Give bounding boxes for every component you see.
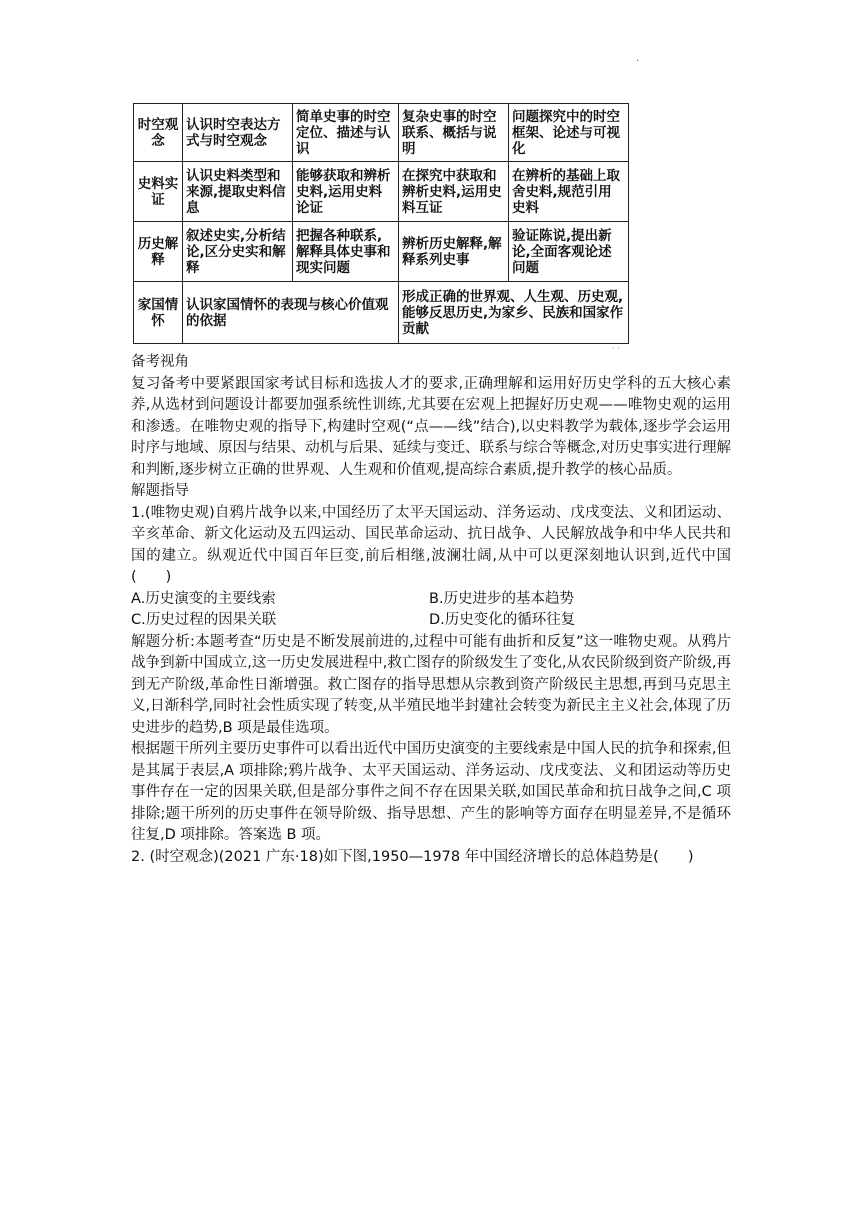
question-1-options (131, 589, 731, 632)
question-2-stem: 2. (时空观念)(2021 广东·18)如下图,1950—1978 年中国经济增长的总体趋势是( ) (131, 848, 694, 865)
table-row (134, 104, 629, 162)
table-cell: 叙述史实,分析结论,区分史实和解释 (183, 222, 293, 282)
row-mark: · · (612, 344, 620, 353)
table-cell: 认识史料类型和来源,提取史料信息 (183, 162, 293, 222)
table-cell: 认识时空表达方式与时空观念 (183, 104, 293, 162)
table-row (134, 282, 629, 344)
section-heading-prep: 备考视角 (131, 354, 189, 370)
section-heading-guide: 解题指导 (131, 483, 189, 499)
option-b: B.历史进步的基本趋势 (429, 590, 575, 607)
table-cell: 辨析历史解释,解释系列史事 (399, 222, 509, 282)
table-row (134, 222, 629, 282)
page-mark: · (636, 56, 640, 67)
table-cell: 复杂史事的时空联系、概括与说明 (399, 104, 509, 162)
table-cell: 能够获取和辨析史料,运用史料论证 (293, 162, 399, 222)
question-1-stem: 1.(唯物史观)自鸦片战争以来,中国经历了太平天国运动、洋务运动、戊戌变法、义和团运动、辛亥革命、新文化运动及五四运动、国民革命运动、抗日战争、人民解放战争和中华人民共和国的建立。纵观近代中国百年巨变,前后相继,波澜壮阔,从中可以更深刻地认识到,近代中国( ) (131, 504, 731, 585)
row-label: 史料实证 (134, 162, 183, 222)
option-d: D.历史变化的循环往复 (429, 612, 576, 628)
row-label: 家国情怀 (134, 282, 183, 344)
table-cell: 在辨析的基础上取舍史料,规范引用史料 (509, 162, 629, 222)
table-cell: 把握各种联系,解释具体史事和现实问题 (293, 222, 399, 282)
row-label: 历史解释 (134, 222, 183, 282)
question-1-analysis-continued: 根据题干所列主要历史事件可以看出近代中国历史演变的主要线索是中国人民的抗争和探索,但是其属于表层,A 项排除;鸦片战争、太平天国运动、洋务运动、戊戌变法、义和团运动等历史事件存在一定的因果关联,但是部分事件之间不存在因果关联,如国民革命和抗日战争之间,C 项排除;题干所列的历史事件在领导阶级、指导思想、产生的影响等方面存在明显差异,不是循环往复,D 项排除。答案选 B 项。 (131, 741, 731, 843)
question-1-analysis: 解题分析:本题考查“历史是不断发展前进的,过程中可能有曲折和反复”这一唯物史观。从鸦片战争到新中国成立,这一历史发展进程中,救亡图存的阶级发生了变化,从农民阶级到资产阶级,再到无产阶级,革命性日渐增强。救亡图存的指导思想从宗教到资产阶级民主思想,再到马克思主义,日渐科学,同时社会性质实现了转变,从半殖民地半封建社会转变为新民主主义社会,体现了历史进步的趋势,B 项是最佳选项。 (131, 633, 731, 736)
table-cell: 问题探究中的时空框架、论述与可视化 (509, 104, 629, 162)
row-label: 时空观念 (134, 104, 183, 162)
table-cell: 验证陈说,提出新论,全面客观论述问题 (509, 222, 629, 282)
prep-paragraph: 复习备考中要紧跟国家考试目标和选拔人才的要求,正确理解和运用好历史学科的五大核心素养,从选材到问题设计都要加强系统性训练,尤其要在宏观上把握好历史观——唯物史观的运用和渗透。在唯物史观的指导下,构建时空观(“点——线”结合),以史料教学为载体,逐步学会运用时序与地域、原因与结果、动机与后果、延续与变迁、联系与综合等概念,对历史事实进行理解和判断,逐步树立正确的世界观、人生观和价值观,提高综合素质,提升教学的核心品质。 (131, 375, 731, 478)
table-row (134, 162, 629, 222)
table-cell: 简单史事的时空定位、描述与认识 (293, 104, 399, 162)
table-cell: 形成正确的世界观、人生观、历史观,能够反思历史,为家乡、民族和国家作贡献 (399, 282, 629, 344)
option-c: C.历史过程的因果关联 (131, 612, 277, 628)
table-cell: 在探究中获取和辨析史料,运用史料互证 (399, 162, 509, 222)
core-literacy-table (133, 103, 628, 343)
table-cell: 认识家国情怀的表现与核心价值观的依据 (183, 282, 399, 344)
document-body (131, 352, 731, 868)
option-a: A.历史演变的主要线索 (131, 590, 276, 607)
